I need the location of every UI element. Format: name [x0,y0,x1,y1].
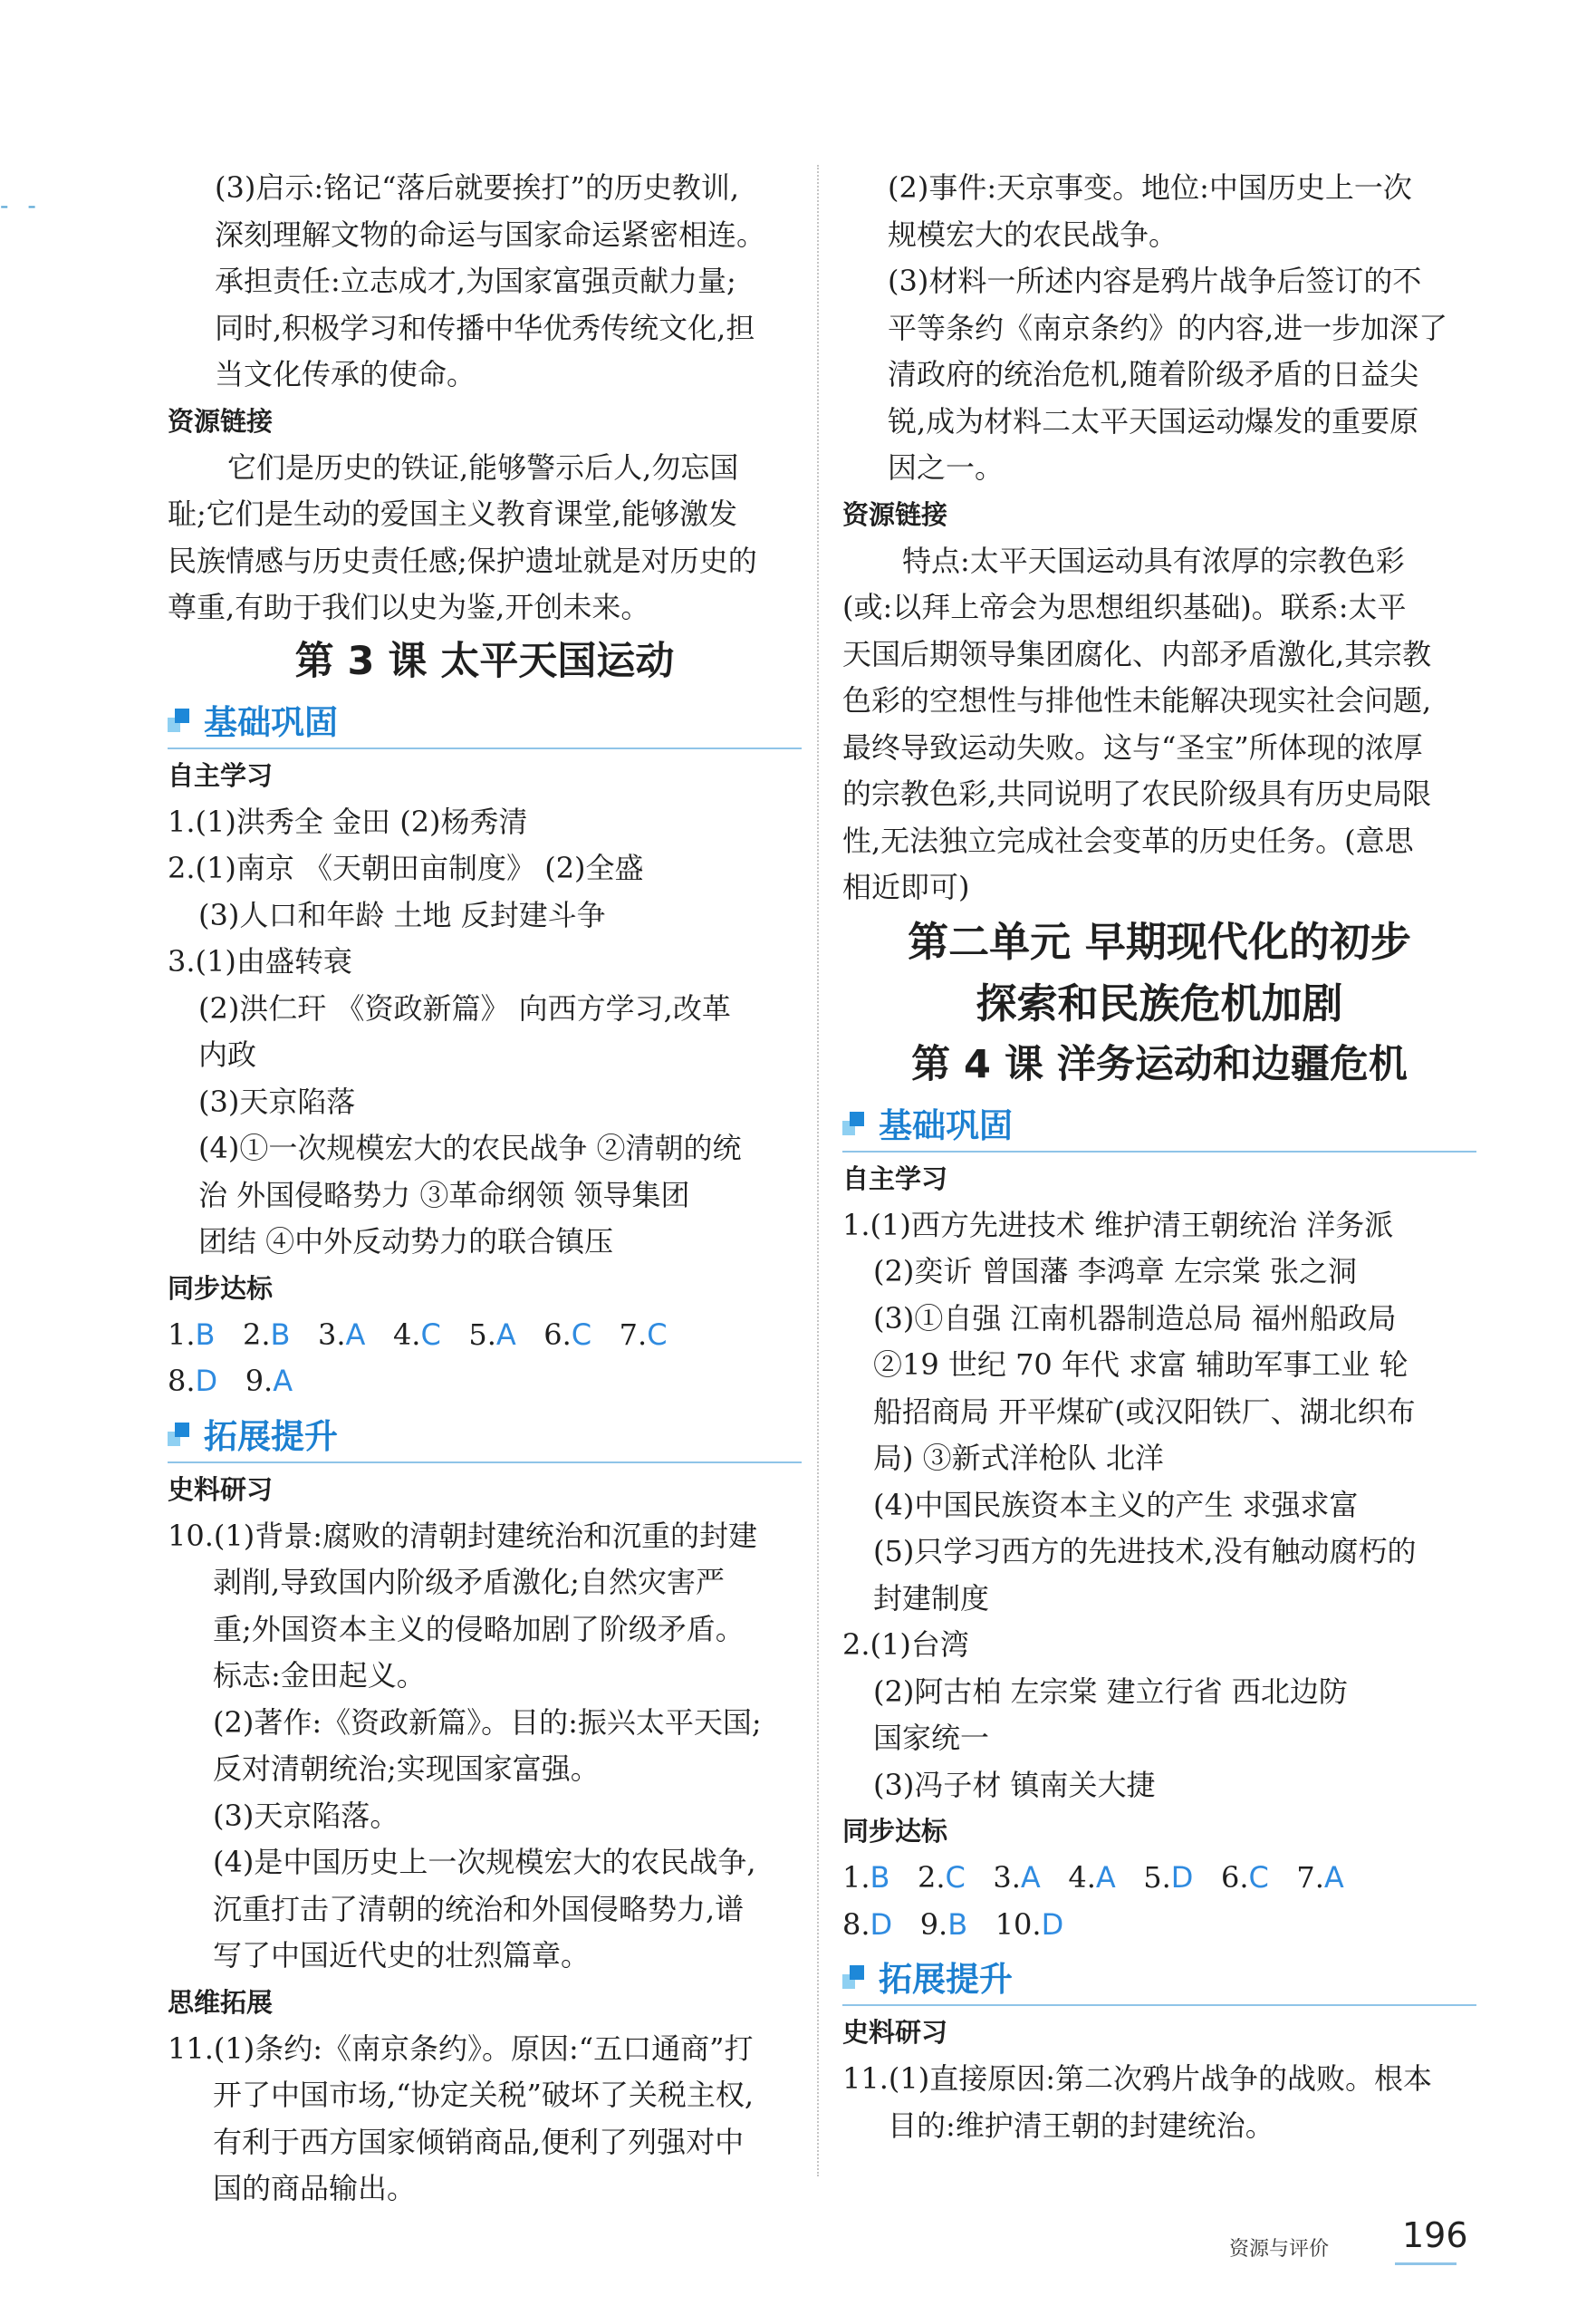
subheading-historical-sources: 史料研习 [842,2017,948,2048]
section-bookmark-icon [842,1108,870,1137]
answer-letter: A [495,1317,516,1352]
text-line: (3)启示:铭记“落后就要挨打”的历史教训, [215,170,740,205]
page-number-underline [1395,2262,1457,2265]
right-column [842,165,1476,2149]
left-column [168,165,802,2213]
text-line: 剥削,导致国内阶级矛盾激化;自然灾害严 [213,1565,725,1599]
subheading-resource-link: 资源链接 [842,498,948,530]
answer-letter: A [345,1317,366,1352]
unit-title: 第二单元 早期现代化的初步 [908,917,1411,966]
text-line: 因之一。 [888,450,1005,485]
text-line: 内政 [198,1037,257,1072]
answer-number: 5. [1143,1860,1171,1895]
answer-letter: B [195,1317,216,1352]
section-bookmark-icon [168,1419,195,1448]
text-line: 2.(1)台湾 [842,1627,969,1662]
text-line: 规模宏大的农民战争。 [888,217,1178,252]
section-label: 拓展提升 [204,1416,338,1456]
text-line: (2)奕䜣 曾国藩 李鸿章 左宗棠 张之洞 [873,1254,1358,1288]
answer-number: 7. [619,1317,648,1352]
text-line: 1.(1)洪秀全 金田 (2)杨秀清 [168,804,528,839]
text-line: 相近即可) [842,870,970,904]
answer-number: 2. [918,1860,946,1895]
text-line: (3)人口和年龄 土地 反封建斗争 [198,897,606,932]
text-line: 1.(1)西方先进技术 维护清王朝统治 洋务派 [842,1207,1394,1242]
answer-number: 2. [243,1317,271,1352]
text-line: (3)天京陷落 [198,1084,356,1119]
subheading-self-study: 自主学习 [842,1162,948,1194]
text-line: (2)著作:《资政新篇》。目的:振兴太平天国; [213,1704,762,1740]
lesson-title: 第 3 课 太平天国运动 [294,638,675,684]
text-line: 平等条约《南京条约》的内容,进一步加深了 [888,310,1448,345]
answer-number: 9. [919,1906,948,1942]
text-line: (3)材料一所述内容是鸦片战争后签订的不 [888,264,1422,298]
answer-letter: C [1248,1860,1269,1895]
text-line: 它们是历史的铁证,能够警示后人,勿忘国 [227,449,739,485]
text-line: (2)事件:天京事变。地位:中国历史上一次 [888,170,1412,205]
text-line: 承担责任:立志成才,为国家富强贡献力量; [215,264,736,298]
text-line: 尊重,有助于我们以史为鉴,开创未来。 [168,590,650,624]
text-line: 锐,成为材料二太平天国运动爆发的重要原 [888,403,1419,439]
text-line: 性,无法独立完成社会变革的历史任务。(意思 [842,823,1414,858]
answer-letter: C [571,1317,592,1352]
answer-number: 6. [1220,1860,1249,1895]
text-line: 目的:维护清王朝的封建统治。 [888,2108,1274,2143]
text-line: 2.(1)南京 《天朝田亩制度》 (2)全盛 [168,851,644,885]
text-line: 船招商局 开平煤矿(或汉阳铁厂、湖北织布 [873,1394,1416,1429]
answer-letter: B [947,1906,968,1942]
answer-letter: A [1095,1860,1116,1895]
text-line: 重;外国资本主义的侵略加剧了阶级矛盾。 [213,1611,745,1646]
text-line: (4)①一次规模宏大的农民战争 ②清朝的统 [198,1131,742,1165]
answer-letter: A [1323,1860,1344,1895]
text-line: 色彩的空想性与排他性未能解决现实社会问题, [842,683,1432,718]
section-extension [842,1948,1476,2006]
text-line: 当文化传承的使命。 [215,357,476,391]
answer-number: 1. [168,1317,196,1352]
section-extension [168,1405,802,1463]
section-label: 基础巩固 [879,1105,1013,1145]
unit-title: 探索和民族危机加剧 [976,979,1343,1027]
text-line: 封建制度 [873,1580,990,1616]
text-line: (4)中国民族资本主义的产生 求强求富 [873,1487,1359,1522]
subheading-thinking: 思维拓展 [168,1986,274,2018]
text-line: 沉重打击了清朝的统治和外国侵略势力,谱 [213,1891,745,1926]
text-line: 国的商品输出。 [213,2171,417,2205]
text-line: 深刻理解文物的命运与国家命运紧密相连。 [215,217,766,252]
page-number: 196 [1402,2215,1468,2255]
answer-number: 6. [543,1317,572,1352]
answer-number: 8. [168,1364,196,1398]
section-label: 基础巩固 [204,702,338,742]
answer-row [168,1358,802,1405]
answer-letter: D [1170,1860,1194,1895]
section-basic [168,691,802,749]
text-line: (4)是中国历史上一次规模宏大的农民战争, [213,1845,756,1879]
answer-letter: D [1041,1906,1064,1942]
answer-row [842,1855,1476,1902]
text-line: 10.(1)背景:腐败的清朝封建统治和沉重的封建 [168,1518,758,1553]
subheading-sync: 同步达标 [842,1816,948,1847]
text-line: 3.(1)由盛转衰 [168,944,352,979]
text-line: (或:以拜上帝会为思想组织基础)。联系:太平 [842,590,1407,624]
text-line: 最终导致运动失败。这与“圣宝”所体现的浓厚 [842,729,1423,765]
answer-number: 1. [842,1860,870,1895]
section-bookmark-icon [842,1962,870,1991]
answer-number: 5. [468,1317,496,1352]
text-line: 天国后期领导集团腐化、内部矛盾激化,其宗教 [842,636,1432,671]
margin-mark: - - [0,190,42,220]
answer-number: 10. [995,1906,1042,1942]
answer-letter: D [195,1364,218,1398]
section-label: 拓展提升 [879,1960,1013,1999]
answer-row [168,1312,802,1359]
text-line: 团结 ④中外反动势力的联合镇压 [198,1224,614,1259]
answer-number: 4. [392,1317,421,1352]
answer-number: 3. [318,1317,346,1352]
answer-number: 4. [1068,1860,1096,1895]
subheading-sync: 同步达标 [168,1272,274,1304]
column-divider [817,165,819,2176]
footer-label: 资源与评价 [1229,2238,1330,2261]
text-line: 写了中国近代史的壮烈篇章。 [213,1938,591,1973]
text-line: (3)①自强 江南机器制造总局 福州船政局 [873,1300,1397,1336]
answer-letter: D [870,1906,893,1942]
answer-letter: A [273,1364,293,1398]
lesson-title: 第 4 课 洋务运动和边疆危机 [911,1041,1408,1087]
answer-row [842,1902,1476,1949]
text-line: 有利于西方国家倾销商品,便利了列强对中 [213,2124,745,2159]
answer-number: 8. [842,1906,870,1942]
text-line: 耻;它们是生动的爱国主义教育课堂,能够激发 [168,497,737,531]
text-line: 同时,积极学习和传播中华优秀传统文化,担 [215,310,755,345]
section-basic [842,1095,1476,1153]
text-line: 国家统一 [873,1721,990,1755]
text-line: (2)洪仁玕 《资政新篇》 向西方学习,改革 [198,990,731,1026]
subheading-self-study: 自主学习 [168,759,274,791]
text-line: 11.(1)直接原因:第二次鸦片战争的战败。根本 [842,2061,1433,2096]
answer-letter: C [647,1317,668,1352]
answer-letter: A [1020,1860,1041,1895]
text-line: 治 外国侵略势力 ③革命纲领 领导集团 [198,1177,690,1212]
answer-number: 3. [993,1860,1021,1895]
text-line: ②19 世纪 70 年代 求富 辅助军事工业 轮 [873,1347,1409,1382]
answer-letter: B [270,1317,291,1352]
text-line: (3)天京陷落。 [213,1798,399,1833]
answer-letter: C [945,1860,966,1895]
answer-number: 7. [1296,1860,1324,1895]
text-line: 的宗教色彩,共同说明了农民阶级具有历史局限 [842,776,1432,811]
answer-number: 9. [245,1364,274,1398]
text-line: 民族情感与历史责任感;保护遗址就是对历史的 [168,543,757,578]
subheading-historical-sources: 史料研习 [168,1473,274,1505]
text-line: (2)阿古柏 左宗棠 建立行省 西北边防 [873,1674,1348,1709]
answer-letter: B [870,1860,890,1895]
text-line: 开了中国市场,“协定关税”破坏了关税主权, [213,2078,755,2112]
text-line: (3)冯子材 镇南关大捷 [873,1767,1156,1802]
text-line: 特点:太平天国运动具有浓厚的宗教色彩 [902,543,1405,578]
text-line: 11.(1)条约:《南京条约》。原因:“五口通商”打 [168,2030,754,2066]
subheading-resource-link: 资源链接 [168,405,274,437]
text-line: 清政府的统治危机,随着阶级矛盾的日益尖 [888,357,1419,391]
text-line: 反对清朝统治;实现国家富强。 [213,1751,600,1786]
text-line: 局) ③新式洋枪队 北洋 [873,1441,1164,1475]
answer-letter: C [420,1317,441,1352]
text-line: 标志:金田起义。 [213,1658,426,1693]
section-bookmark-icon [168,705,195,734]
text-line: (5)只学习西方的先进技术,没有触动腐朽的 [873,1534,1417,1568]
